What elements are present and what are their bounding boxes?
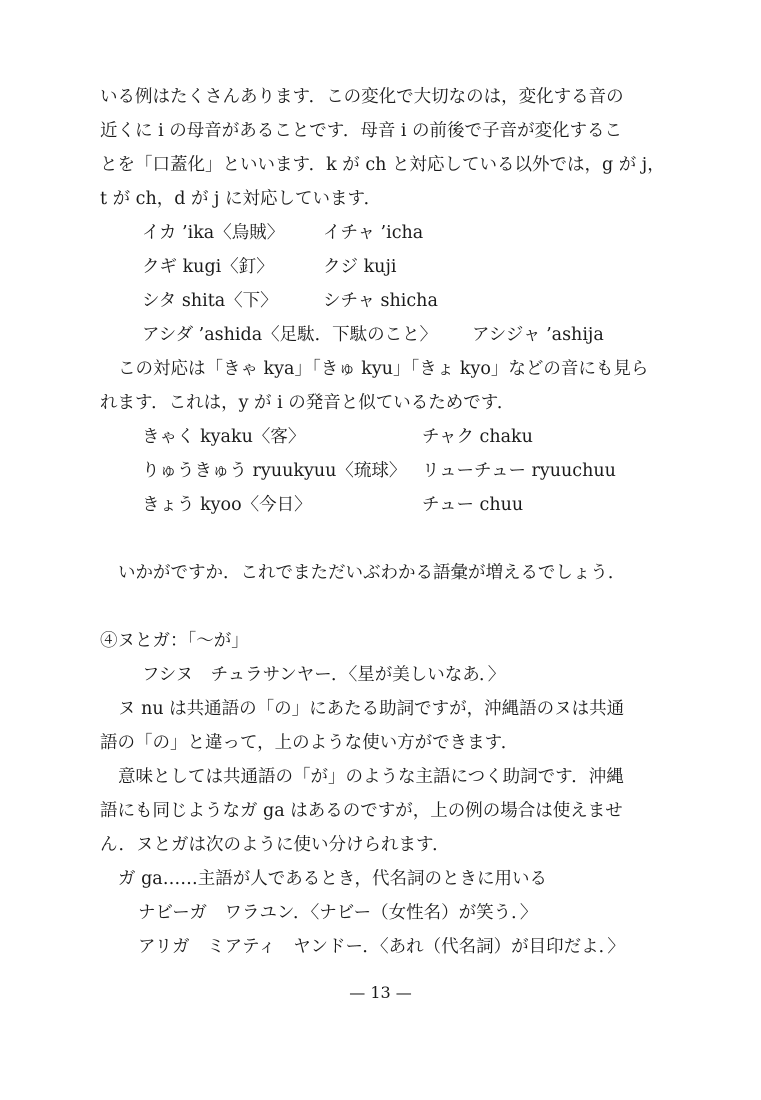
para1-line-2: 近くに i の母音があることです．母音 i の前後で子音が変化するこ [100,121,623,141]
example1-left: イカ ’ika〈烏賊〉 [142,223,285,243]
para5-line-1: 意味としては共通語の「が」のような主語につく助詞です．沖縄 [118,767,624,787]
ga-example-2: アリガ ミアティ ヤンドー．〈あれ（代名詞）が目印だよ．〉 [138,937,625,957]
para4-line-1: ヌ nu は共通語の「の」にあたる助詞ですが，沖縄語のヌは共通 [118,699,625,719]
example4-right: アシジャ ’ashija [472,325,604,345]
para1-line-3: とを「口蓋化」といいます．k が ch と対応している以外では，g が j， [100,155,665,175]
para5-line-2: 語にも同じようなガ ga はあるのですが，上の例の場合は使えませ [100,801,623,821]
page-number: — 13 — [349,983,412,1002]
ga-example-1: ナビーガ ワラユン．〈ナビー（女性名）が笑う．〉 [138,903,538,923]
para5-line-3: ん．ヌとガは次のように使い分けられます． [100,835,450,855]
para2-line-2: れます．これは，y が i の発音と似ているためです． [100,393,515,413]
section-heading: ④ヌとガ：「～が」 [100,631,249,651]
example5-left: きゃく kyaku〈客〉 [142,427,306,447]
example7-left: きょう kyoo〈今日〉 [142,495,312,515]
example2-right: クジ kuji [323,257,397,277]
example6-right: リューチュー ryuuchuu [422,461,616,481]
example3-right: シチャ shicha [323,291,438,311]
example1-right: イチャ ’icha [323,223,424,243]
example3-left: シタ shita〈下〉 [142,291,278,311]
para3: いかがですか．これでまただいぶわかる語彙が増えるでしょう． [118,563,626,583]
para4-line-2: 語の「の」と違って，上のような使い方ができます． [100,733,519,753]
example5-right: チャク chaku [422,427,533,447]
example6-left: りゅうきゅう ryuukyuu〈琉球〉 [142,461,407,481]
main-example: フシヌ チュラサンヤー．〈星が美しいなあ．〉 [142,665,506,685]
example7-right: チュー chuu [422,495,524,515]
para2-line-1: この対応は「きゃ kya」「きゅ kyu」「きょ kyo」などの音にも見ら [118,359,649,379]
para1-line-4: t が ch，d が j に対応しています． [100,189,382,209]
example4-left: アシダ ’ashida〈足駄．下駄のこと〉 [142,325,438,345]
para1-line-1: いる例はたくさんあります．この変化で大切なのは，変化する音の [100,87,624,107]
ga-rule: ガ ga……主語が人であるとき，代名詞のときに用いる [118,869,547,889]
example2-left: クギ kugi〈釘〉 [142,257,274,277]
